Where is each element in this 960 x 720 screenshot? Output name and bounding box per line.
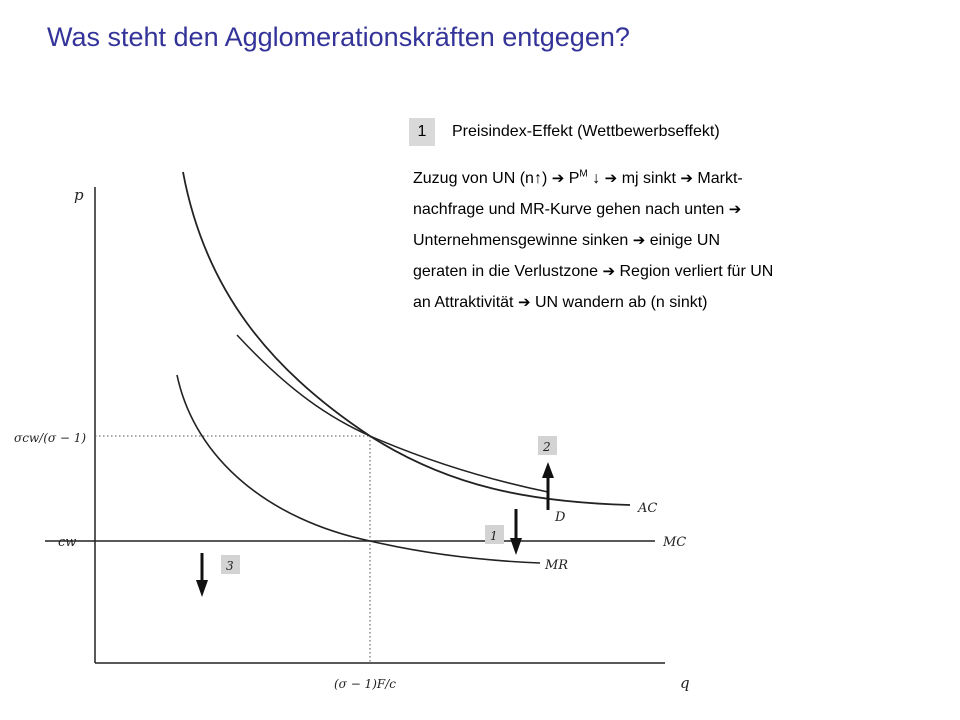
mr-label: MR bbox=[545, 558, 569, 573]
text-segment: mj sinkt bbox=[621, 170, 676, 187]
right-arrow-icon: ➔ bbox=[551, 169, 565, 187]
marker-1-label: 1 bbox=[490, 529, 498, 543]
mc-label: MC bbox=[663, 535, 687, 550]
text-segment: Region verliert für UN bbox=[619, 263, 774, 280]
right-arrow-icon: ➔ bbox=[632, 231, 646, 249]
point-heading: Preisindex-Effekt (Wettbewerbseffekt) bbox=[452, 123, 720, 140]
down-arrow-icon bbox=[196, 580, 208, 597]
down-arrow-icon bbox=[510, 538, 522, 555]
superscript: M bbox=[579, 168, 588, 180]
marker-2-label: 2 bbox=[543, 440, 551, 454]
right-arrow-icon: ➔ bbox=[602, 262, 616, 280]
y-tick-lower: cw bbox=[58, 535, 77, 550]
text-segment: Unternehmensgewinne sinken bbox=[413, 232, 629, 249]
text-segment: nachfrage und MR-Kurve gehen nach unten bbox=[413, 201, 725, 218]
up-arrow-icon bbox=[542, 462, 554, 478]
x-tick-label: (σ − 1)F/c bbox=[334, 677, 396, 691]
right-arrow-icon: ➔ bbox=[728, 200, 742, 218]
text-segment: an Attraktivität bbox=[413, 294, 514, 311]
text-segment: Markt- bbox=[697, 170, 743, 187]
point-number-badge: 1 bbox=[409, 118, 435, 146]
ac-label: AC bbox=[638, 501, 658, 516]
text-segment: einige UN bbox=[649, 232, 720, 249]
right-arrow-icon: ➔ bbox=[517, 293, 531, 311]
x-axis-label: q bbox=[680, 674, 690, 692]
right-arrow-icon: ➔ bbox=[680, 169, 693, 187]
text-segment: P bbox=[568, 170, 580, 187]
text-segment: geraten in die Verlustzone bbox=[413, 263, 599, 280]
right-arrow-icon: ➔ bbox=[604, 169, 618, 187]
text-segment: UN wandern ab (n sinkt) bbox=[534, 294, 708, 311]
d-label: D bbox=[555, 510, 566, 525]
demand-curve bbox=[237, 335, 548, 492]
ac-curve bbox=[183, 172, 630, 505]
text-segment: ↓ bbox=[587, 170, 601, 187]
slide-title: Was steht den Agglomerationskräften entgegen? bbox=[47, 22, 630, 52]
y-axis-label: p bbox=[74, 186, 84, 204]
text-segment: Zuzug von UN (n↑) bbox=[413, 170, 548, 187]
y-tick-upper: σcw/(σ − 1) bbox=[14, 431, 87, 445]
marker-3-label: 3 bbox=[226, 559, 234, 573]
